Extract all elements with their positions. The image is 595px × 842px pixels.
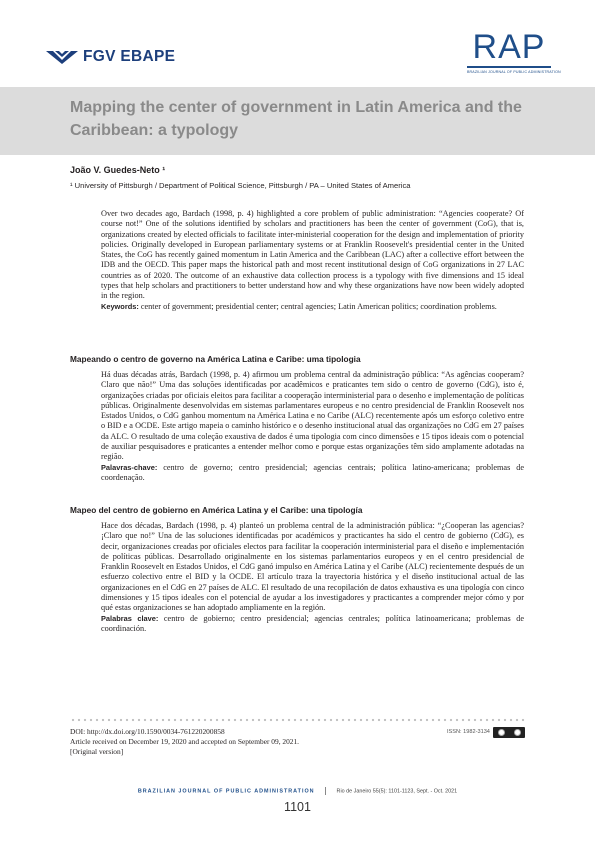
issn: ISSN: 1982-3134 <box>447 729 490 735</box>
keywords-english-value: center of government; presidential center; central agencies; Latin American politics; coordination problems. <box>140 301 497 311</box>
journal-name: BRAZILIAN JOURNAL OF PUBLIC ADMINISTRATION <box>137 788 315 795</box>
abstract-spanish <box>101 521 524 634</box>
rap-logo <box>467 28 561 74</box>
abstract-portuguese <box>101 370 524 483</box>
author-affiliation: ¹ University of Pittsburgh / Department of Political Science, Pittsburgh / PA – United States of America <box>70 181 411 190</box>
keywords-spanish <box>101 614 524 635</box>
footer-dotted-divider <box>70 718 525 722</box>
doi-link[interactable]: DOI: http://dx.doi.org/10.1590/0034-761220200858 <box>70 727 225 736</box>
abstract-english <box>101 209 524 312</box>
publisher-name: FGV EBAPE <box>83 48 176 65</box>
creative-commons-badge <box>493 727 525 738</box>
page-number: 1101 <box>284 800 311 814</box>
rap-logo-rule <box>467 66 551 68</box>
journal-citation: Rio de Janeiro 55(5): 1101-1123, Sept. - Oct. 2021 <box>336 788 458 795</box>
abstract-english-text: Over two decades ago, Bardach (1998, p. 4) highlighted a core problem of public administration: “Agencies cooperate? Of course not!” One of the solutions identified by scholars and practitioners has been the center of government (CoG), that is, organizations created by elected officials to facilitate inter-ministerial cooperation for the design and implementation of priority policies. Originally developed in European parliamentary systems or at Franklin Roosevelt's presidential center in the United States, the CoG has recently gained momentum in Latin America and the Caribbean (LAC) after a collective effort between the IDB and the OECD. This paper maps the historical path and most recent institutional design of CoG organizations in 27 LAC countries as of 2020. The outcome of an exhaustive data collection process is a typology with five dimensions and 15 ideal types that help scholars and practitioners to better understand how and why these organizations have now been widely adopted in the region. <box>101 209 524 301</box>
article-title: Mapping the center of government in Latin America and the Caribbean: a typology <box>70 99 522 139</box>
keywords-english <box>101 302 524 312</box>
keywords-portuguese <box>101 463 524 484</box>
article-dates: Article received on December 19, 2020 and accepted on September 09, 2021. <box>70 737 300 746</box>
keywords-portuguese-label: Palavras-chave: <box>101 462 158 472</box>
keywords-portuguese-value: centro de governo; centro presidencial; agencias centrais; política latino-americana; problemas de coordenação. <box>101 462 524 482</box>
fgv-chevron-icon <box>46 51 78 64</box>
journal-footer-line <box>0 787 595 795</box>
article-version: [Original version] <box>70 747 124 756</box>
author-name: João V. Guedes-Neto ¹ <box>70 165 166 175</box>
rap-logo-subtitle: BRAZILIAN JOURNAL OF PUBLIC ADMINISTRATION <box>467 69 561 74</box>
keywords-spanish-value: centro de gobierno; centro presidencial; agencias centrales; política latinoamericana; problemas de coordinación. <box>101 613 525 633</box>
rap-logo-word: RAP <box>472 28 546 66</box>
keywords-english-label: Keywords: <box>101 301 139 311</box>
footer-separator <box>325 787 326 795</box>
abstract-portuguese-text: Há duas décadas atrás, Bardach (1998, p. 4) afirmou um problema central da administração pública: “As agências cooperam? Claro que não!” Uma das soluções identificadas por acadêmicos e praticantes tem sido o centro de governo (CdG), isto é, organizações criadas por oficiais eleitos para facilitar a cooperação interministerial para o desenho e implementação de políticas públicas. Originalmente desenvolvidas em sistemas parlamentares europeus e no centro presidencial de Franklin Roosevelt nos Estados Unidos, o CdG ganhou momentum na América Latina e no Caribe (ALC) recentemente após um esforço coletivo entre o BID e a OCDE. Este artigo mapeia o caminho histórico e o desenho institucional atual das organizações no CdG em 27 países da ALC. O resultado de uma coleção exaustiva de dados é uma tipologia com cinco dimensões e 15 tipos ideais com o potencial de auxiliar pesquisadores e praticantes a entender melhor como e porque estas organizações têm sido amplamente adotadas na região. <box>101 370 524 462</box>
keywords-spanish-label: Palabras clave: <box>101 613 159 623</box>
fgv-ebape-logo <box>46 48 175 66</box>
cc-icon <box>498 729 505 736</box>
by-icon <box>514 729 521 736</box>
heading-spanish: Mapeo del centro de gobierno en América Latina y el Caribe: una tipología <box>70 505 363 515</box>
abstract-spanish-text: Hace dos décadas, Bardach (1998, p. 4) planteó un problema central de la administración pública: “¿Cooperan las agencias? ¡Claro que no!” Una de las soluciones identificadas por académicos y practicantes ha sido el centro de gobierno (CdG), es decir, organizaciones creadas por oficiales electos para facilitar la cooperación interministerial para el diseño e implementación de políticas públicas. Desarrollado originalmente en los sistemas parlamentarios europeos y en el centro presidencial de Franklin Roosevelt en Estados Unidos, el CdG ganó impulso en América Latina y el Caribe (ALC) recientemente después de un esfuerzo colectivo entre el BID y la OCDE. El artículo traza la trayectoria histórica y el diseño institucional actual de las organizaciones en el CdG en 27 países de ALC. El resultado de una recopilación de datos exhaustiva es una tipología con cinco dimensiones y 15 tipos ideales con el potencial de ayudar a los investigadores y practicantes a comprender mejor cómo y por qué estas organizaciones se han adoptado ampliamente en la región. <box>101 521 524 613</box>
heading-portuguese: Mapeando o centro de governo na América Latina e Caribe: uma tipologia <box>70 354 361 364</box>
